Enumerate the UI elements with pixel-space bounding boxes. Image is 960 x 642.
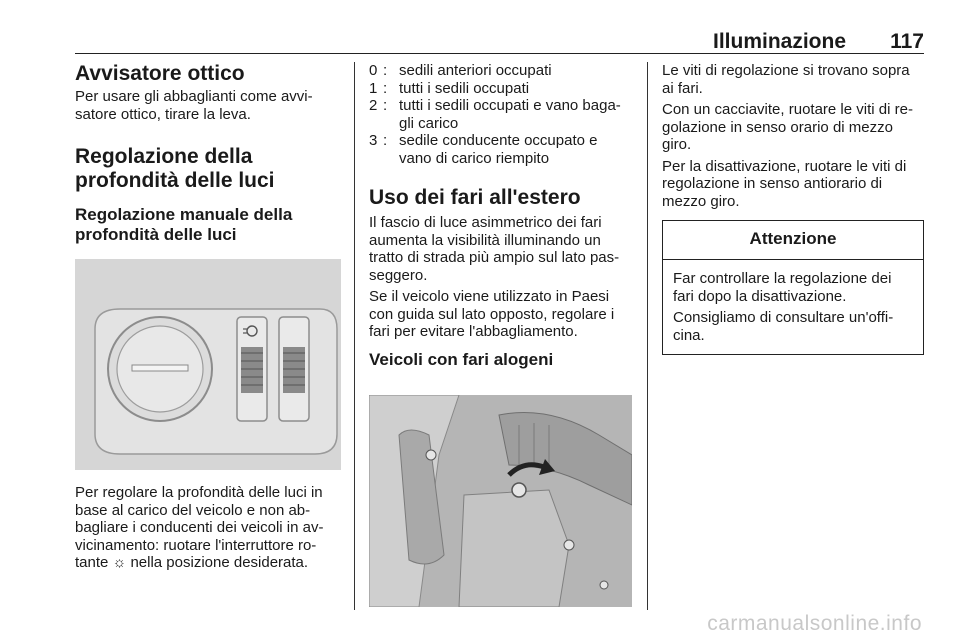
headlamp-adjustment-illustration [369,395,632,607]
heading-manual-range: Regolazione manuale della profondità delle luci [75,205,293,244]
paragraph-screws-deactivate: Per la disattivazione, ruotare le viti di regolazione in senso antiorario di mezzo giro. [662,157,907,210]
warning-body [663,260,923,354]
paragraph-screws-location: Le viti di regolazione si trovano sopra ai fari. [662,62,910,97]
heading-flash: Avvisatore ottico [75,62,245,85]
paragraph-manual-range: Per regolare la profondità delle luci in base al carico del veicolo e non ab-bagliare i conducenti dei veicoli in av-vicinamento: ruotare l'interruttore ro-tante ☼ nella posizione desiderata. [75,484,324,571]
headlight-switch-illustration [75,259,341,470]
heading-halogen: Veicoli con fari alogeni [369,349,554,369]
headlight-switch-figure [75,259,341,470]
heading-range: Regolazione della profondità delle luci [75,145,275,192]
paragraph-flash: Per usare gli abbaglianti come avvi-satore ottico, tirare la leva. [75,88,313,123]
column-middle [369,62,632,370]
list-item-key: 2 [369,97,378,114]
header-divider [75,53,924,54]
page-title: Illuminazione [712,30,846,53]
list-item [369,132,632,167]
list-item-text: tutti i sedili occupati [399,79,530,97]
warning-title: Attenzione [663,221,923,260]
column-left [75,62,341,572]
watermark: carmanualsonline.info [707,612,922,635]
page-header [75,28,924,53]
list-item-text: sedili anteriori occupati [399,62,552,79]
column-right [662,62,924,355]
list-item-key: 1 [369,79,378,97]
warning-paragraph-2: Consigliamo di consultare un'offi-cina. [673,309,894,344]
page-number: 117 [890,30,924,53]
list-item-text: tutti i sedili occupati e vano baga-gli carico [399,97,621,132]
column-divider [354,62,355,610]
warning-paragraph-1: Far controllare la regolazione dei fari dopo la disattivazione. [673,270,892,305]
list-item [369,80,632,98]
list-item-key: 3 [369,132,378,149]
list-item-separator: : [383,97,388,114]
list-item-separator: : [383,62,388,79]
paragraph-abroad-2: Se il veicolo viene utilizzato in Paesi con guida sul lato opposto, regolare i fari per evitare l'abbagliamento. [369,288,615,340]
column-divider [647,62,648,610]
heading-abroad: Uso dei fari all'estero [369,186,581,209]
list-item-text: sedile conducente occupato e vano di carico riempito [399,132,598,167]
list-item-separator: : [383,79,388,97]
list-item [369,62,632,80]
paragraph-abroad-1: Il fascio di luce asimmetrico dei fari aumenta la visibilità illuminando un tratto di strada più ampio sul lato pas-seggero. [369,214,620,284]
list-item-separator: : [383,132,388,149]
list-item-key: 0 [369,62,378,79]
warning-box [662,220,924,355]
paragraph-screws-turn: Con un cacciavite, ruotare le viti di re-golazione in senso orario di mezzo giro. [662,101,913,153]
load-setting-list [369,62,632,167]
headlamp-adjustment-figure [369,395,632,607]
list-item [369,97,632,132]
